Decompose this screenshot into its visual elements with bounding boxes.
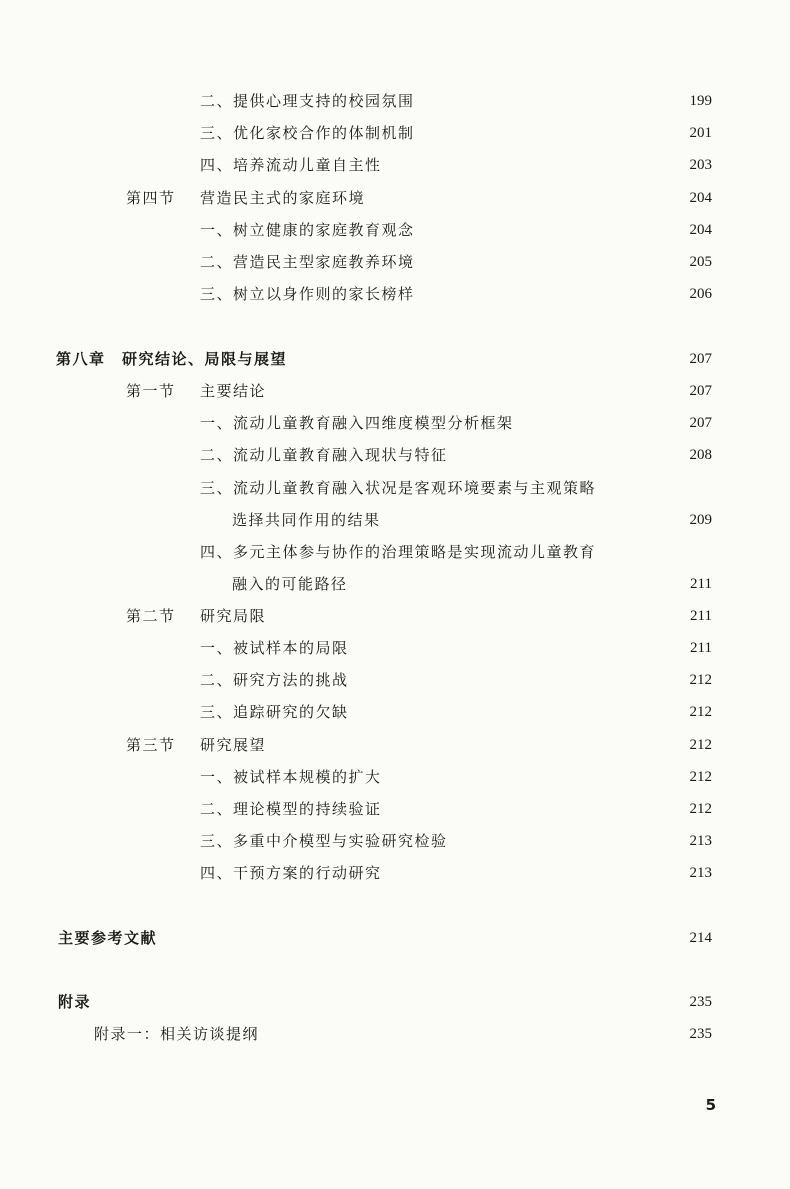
section-title: 主要结论 [200, 382, 267, 400]
toc-entry[interactable]: 三、流动儿童教育融入状况是客观环境要素与主观策略 [200, 479, 597, 497]
toc-entry[interactable]: 一、流动儿童教育融入四维度模型分析框架 [200, 414, 514, 432]
page-number: 212 [689, 801, 712, 817]
page-number: 207 [689, 383, 712, 399]
toc-section[interactable] [126, 601, 266, 631]
page-number: 207 [689, 415, 712, 431]
toc-appendix-entry[interactable]: 附录一：相关访谈提纲 [94, 1025, 260, 1043]
section-number: 第三节 [126, 736, 176, 754]
section-title: 研究展望 [200, 736, 267, 754]
folio-page-number: 5 [705, 1096, 716, 1114]
toc-entry[interactable]: 四、多元主体参与协作的治理策略是实现流动儿童教育 [200, 543, 597, 561]
page-number: 214 [689, 930, 712, 946]
toc-entry[interactable]: 四、干预方案的行动研究 [200, 864, 382, 882]
toc-entry[interactable]: 三、多重中介模型与实验研究检验 [200, 832, 448, 850]
page-number: 199 [689, 93, 712, 109]
page-number: 211 [690, 640, 712, 656]
page-number: 204 [689, 222, 712, 238]
page-number: 201 [689, 125, 712, 141]
toc-entry[interactable]: 二、理论模型的持续验证 [200, 800, 382, 818]
page-number: 209 [689, 512, 712, 528]
section-title: 研究局限 [200, 607, 267, 625]
toc-entry[interactable]: 二、流动儿童教育融入现状与特征 [200, 446, 448, 464]
section-title: 营造民主式的家庭环境 [200, 189, 366, 207]
page-number: 205 [689, 254, 712, 270]
toc-entry[interactable]: 二、营造民主型家庭教养环境 [200, 253, 415, 271]
page-number: 213 [689, 865, 712, 881]
section-number: 第二节 [126, 607, 176, 625]
page-number: 206 [689, 286, 712, 302]
toc-chapter[interactable]: 第八章 研究结论、局限与展望 [56, 350, 288, 368]
toc-appendix[interactable]: 附录 [58, 993, 92, 1011]
page-number: 235 [689, 1026, 712, 1042]
page-number: 211 [690, 608, 712, 624]
toc-entry-continued[interactable]: 选择共同作用的结果 [232, 511, 381, 529]
page-number: 212 [689, 737, 712, 753]
page-number: 203 [689, 157, 712, 173]
toc-entry[interactable]: 一、树立健康的家庭教育观念 [200, 221, 415, 239]
toc-entry[interactable]: 一、被试样本的局限 [200, 639, 349, 657]
toc-entry-continued[interactable]: 融入的可能路径 [232, 575, 348, 593]
toc-entry[interactable]: 二、研究方法的挑战 [200, 671, 349, 689]
page-number: 235 [689, 994, 712, 1010]
toc-section[interactable] [126, 730, 266, 760]
section-number: 第四节 [126, 189, 176, 207]
toc-entry[interactable]: 四、培养流动儿童自主性 [200, 156, 382, 174]
page-number: 207 [689, 351, 712, 367]
toc-section[interactable] [126, 183, 365, 213]
page-number: 212 [689, 769, 712, 785]
section-number: 第一节 [126, 382, 176, 400]
toc-entry[interactable]: 三、优化家校合作的体制机制 [200, 124, 415, 142]
page-number: 204 [689, 190, 712, 206]
page-number: 212 [689, 704, 712, 720]
page-number: 213 [689, 833, 712, 849]
toc-entry[interactable]: 一、被试样本规模的扩大 [200, 768, 382, 786]
page-number: 211 [690, 576, 712, 592]
toc-entry[interactable]: 三、树立以身作则的家长榜样 [200, 285, 415, 303]
toc-references[interactable]: 主要参考文献 [58, 929, 158, 947]
toc-section[interactable] [126, 376, 266, 406]
page-number: 212 [689, 672, 712, 688]
toc-entry[interactable]: 三、追踪研究的欠缺 [200, 703, 349, 721]
page-number: 208 [689, 447, 712, 463]
toc-entry[interactable]: 二、提供心理支持的校园氛围 [200, 92, 415, 110]
